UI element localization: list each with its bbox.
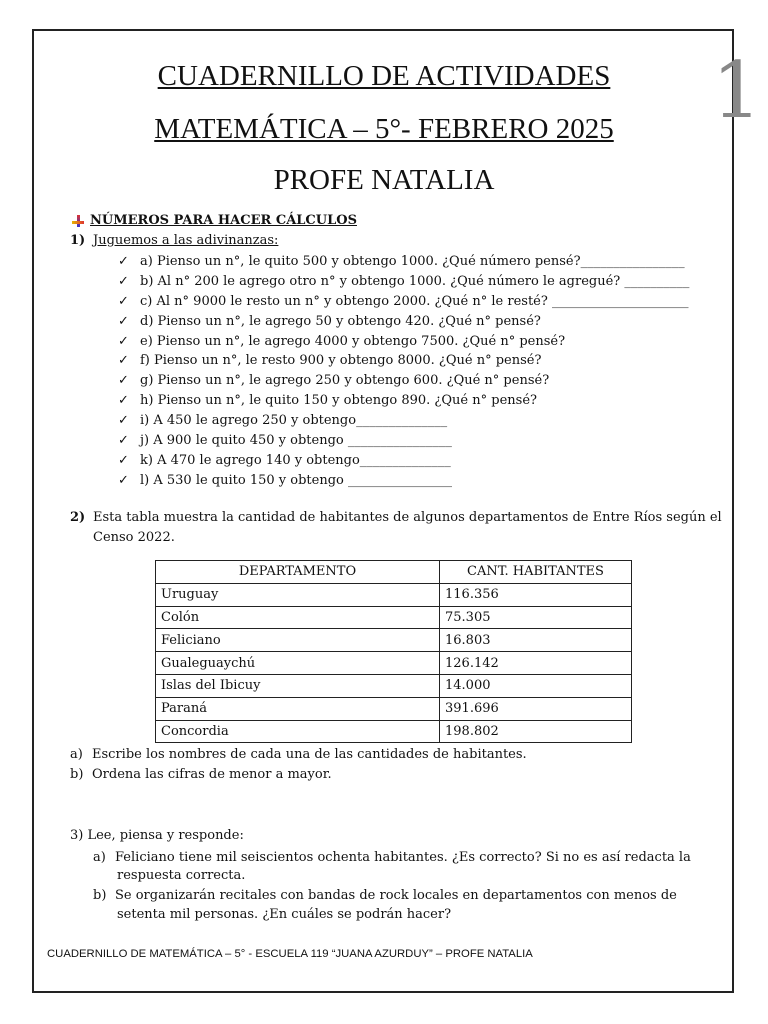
population-cell: 16.803 (440, 629, 632, 652)
list-item: ✓ c) Al n° 9000 le resto un n° y obtengo 2000. ¿Qué n° le resté? _____________________ (118, 292, 689, 312)
q2-number: 2) (70, 510, 86, 525)
q2-item-a-label: a) (70, 747, 83, 762)
checkmark-icon: ✓ (118, 293, 129, 309)
list-item: ✓ g) Pienso un n°, le agrego 250 y obtengo 600. ¿Qué n° pensé? (118, 371, 689, 391)
q2-item-b (70, 765, 332, 784)
department-cell: Colón (156, 606, 440, 629)
checkmark-icon: ✓ (118, 254, 129, 269)
table-row (156, 629, 632, 652)
q2-item-b-label: b) (70, 767, 84, 782)
department-cell: Feliciano (156, 629, 440, 652)
title-line-1: CUADERNILLO DE ACTIVIDADES (157, 60, 611, 92)
title-line-2: MATEMÁTICA – 5°- FEBRERO 2025 (154, 113, 614, 145)
list-item: ✓ j) A 900 le quito 450 y obtengo ________________ (118, 431, 689, 451)
q3-item-b (93, 886, 677, 905)
department-cell: Gualeguaychú (156, 652, 440, 675)
population-cell: 391.696 (440, 697, 632, 720)
population-table (155, 560, 632, 743)
section-heading (72, 213, 357, 228)
section-heading-text: NÚMEROS PARA HACER CÁLCULOS (90, 213, 357, 228)
department-cell: Uruguay (156, 583, 440, 606)
list-item: ✓ d) Pienso un n°, le agrego 50 y obtengo 420. ¿Qué n° pensé? (118, 312, 689, 332)
table-row (156, 697, 632, 720)
population-cell: 198.802 (440, 720, 632, 743)
list-item: ✓ l) A 530 le quito 150 y obtengo ________________ (118, 471, 689, 491)
table-header-row (156, 561, 632, 584)
q1-heading: Juguemos a las adivinanzas: (93, 233, 279, 248)
q1-list (118, 252, 689, 491)
q3-item-a-line-2: respuesta correcta. (117, 868, 246, 883)
table-row (156, 674, 632, 697)
list-item: ✓ b) Al n° 200 le agrego otro n° y obtengo 1000. ¿Qué número le agregué? __________ (118, 272, 689, 292)
page-footer: CUADERNILLO DE MATEMÁTICA – 5° - ESCUELA 119 “JUANA AZURDUY” – PROFE NATALIA (47, 948, 533, 960)
checkmark-icon: ✓ (118, 393, 129, 409)
department-cell: Paraná (156, 697, 440, 720)
population-cell: 75.305 (440, 606, 632, 629)
column-header-population: CANT. HABITANTES (440, 561, 632, 584)
list-item: ✓ f) Pienso un n°, le resto 900 y obtengo 8000. ¿Qué n° pensé? (118, 351, 689, 371)
list-item: ✓ a) Pienso un n°, le quito 500 y obtengo 1000. ¿Qué número pensé?________________ (118, 252, 689, 272)
page-number: 1 (712, 46, 762, 136)
q3-heading: 3) Lee, piensa y responde: (70, 828, 244, 843)
q2-text-line-1: Esta tabla muestra la cantidad de habitantes de algunos departamentos de Entre Ríos según el (93, 510, 722, 525)
q2-item-a-text: Escribe los nombres de cada una de las cantidades de habitantes. (92, 747, 527, 762)
q1-number: 1) (70, 233, 86, 248)
title-line-3: PROFE NATALIA (273, 164, 495, 196)
list-item: ✓ h) Pienso un n°, le quito 150 y obtengo 890. ¿Qué n° pensé? (118, 391, 689, 411)
table-row (156, 720, 632, 743)
q3-item-a (93, 848, 691, 867)
population-cell: 14.000 (440, 674, 632, 697)
column-header-department: DEPARTAMENTO (156, 561, 440, 584)
list-item: ✓ i) A 450 le agrego 250 y obtengo______________ (118, 411, 689, 431)
population-cell: 126.142 (440, 652, 632, 675)
checkmark-icon: ✓ (118, 273, 129, 289)
checkmark-icon: ✓ (118, 313, 129, 329)
checkmark-icon: ✓ (118, 413, 129, 429)
q3-item-b-label: b) (93, 888, 107, 903)
table-row (156, 606, 632, 629)
department-cell: Concordia (156, 720, 440, 743)
checkmark-icon: ✓ (118, 333, 129, 349)
q3-item-b-line-1: Se organizarán recitales con bandas de rock locales en departamentos con menos de (115, 888, 677, 903)
checkmark-icon: ✓ (118, 472, 129, 488)
population-cell: 116.356 (440, 583, 632, 606)
department-cell: Islas del Ibicuy (156, 674, 440, 697)
table-row (156, 652, 632, 675)
cross-bullet-icon (72, 215, 84, 227)
list-item: ✓ e) Pienso un n°, le agrego 4000 y obtengo 7500. ¿Qué n° pensé? (118, 332, 689, 352)
checkmark-icon: ✓ (118, 452, 129, 468)
q2-item-b-text: Ordena las cifras de menor a mayor. (92, 767, 332, 782)
table-row (156, 583, 632, 606)
q2-text-line-2: Censo 2022. (93, 530, 175, 545)
q3-item-b-line-2: setenta mil personas. ¿En cuáles se podrán hacer? (117, 907, 452, 922)
q3-item-a-label: a) (93, 850, 106, 865)
checkmark-icon: ✓ (118, 373, 129, 389)
list-item: ✓ k) A 470 le agrego 140 y obtengo______________ (118, 451, 689, 471)
q2-item-a (70, 745, 527, 764)
checkmark-icon: ✓ (118, 353, 129, 369)
checkmark-icon: ✓ (118, 433, 129, 449)
q3-item-a-line-1: Feliciano tiene mil seiscientos ochenta habitantes. ¿Es correcto? Si no es así redacta la (115, 850, 691, 865)
